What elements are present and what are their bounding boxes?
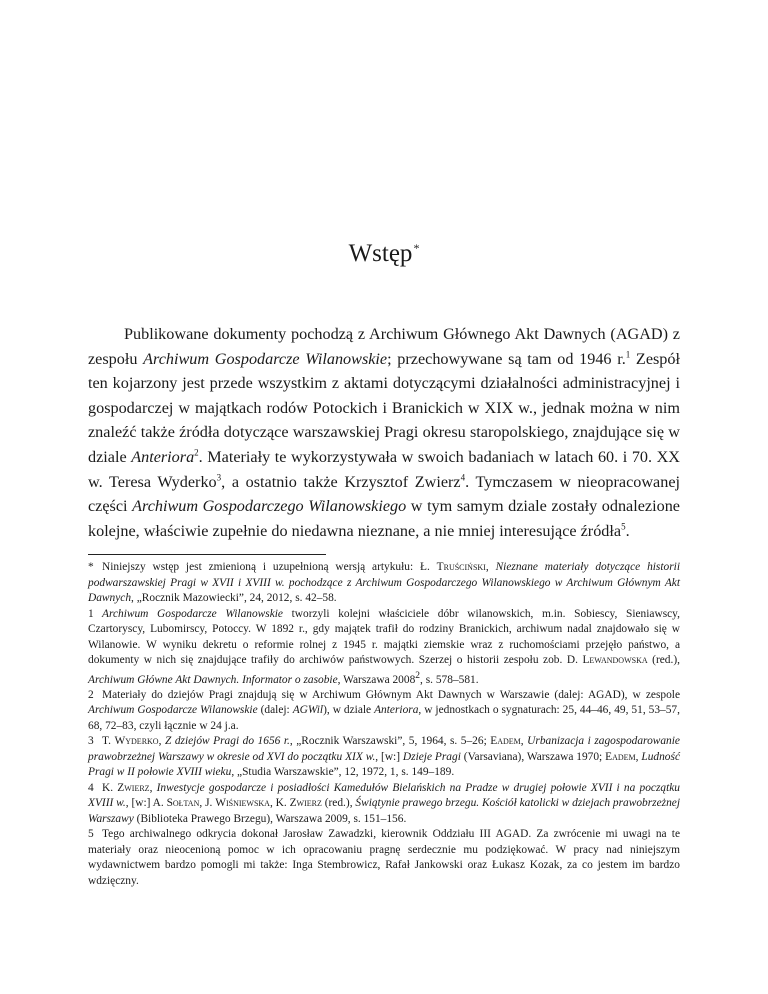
text-segment: ), w dziale <box>323 704 375 717</box>
text-segment: Świątynie prawego brzegu. Kościół katolicki w dziejach prawobrzeżnej Warszawy <box>88 797 681 825</box>
text-segment: (Varsaviana), Warszawa 1970; <box>460 750 606 763</box>
footnote-ref[interactable]: 5 <box>621 521 626 532</box>
author-name: Wyderko <box>114 735 159 748</box>
introduction-paragraph <box>88 322 680 543</box>
footnote-4 <box>88 781 680 828</box>
text-segment: , <box>520 735 528 748</box>
text-segment: , J. <box>199 797 216 810</box>
footnote-ref[interactable]: 1 <box>625 349 631 360</box>
footnote-5 <box>88 827 680 889</box>
footnote-star <box>88 560 680 607</box>
text-segment: Archiwum Gospodarcze Wilanowskie <box>88 704 258 717</box>
footnote-mark: * <box>88 561 94 573</box>
author-name: Wiśniewska <box>215 797 270 810</box>
text-segment: , [w:] <box>375 750 403 763</box>
page-title <box>0 240 768 268</box>
edition-superscript: 2 <box>415 670 421 681</box>
title-footnote-mark: * <box>413 240 420 255</box>
text-segment: (red.), <box>321 797 356 810</box>
author-name: Truściński <box>436 561 486 573</box>
text-segment: . Materiały te wykorzystywała w swoich badaniach w latach 60. i 70. XX w. Teresa Wyderko <box>88 447 680 491</box>
text-segment: , a ostatnio także Krzysztof Zwierz <box>221 472 461 491</box>
text-segment: Archiwum Główne Akt Dawnych. Informator o zasobie <box>88 673 338 686</box>
text-segment: AGWil <box>292 704 324 717</box>
text-segment: , K. <box>269 797 290 810</box>
text-segment: , „Rocznik Mazowiecki”, 24, 2012, s. 42–58. <box>131 592 337 604</box>
text-segment: Z dziejów Pragi do 1656 r. <box>164 735 290 748</box>
footnote-1 <box>88 607 680 688</box>
text-segment: , <box>635 750 642 763</box>
footnote-ref[interactable]: 3 <box>216 472 222 483</box>
text-segment: , <box>149 781 157 794</box>
footnote-mark: 1 <box>88 607 94 620</box>
text-segment: Anteriora <box>131 447 195 466</box>
text-segment: Inwestycje gospodarcze i posiadłości Kamedułów Bielańskich na Pradze w drugiej połowie XVII i na początku XVIII w. <box>88 781 680 810</box>
footnote-mark: 3 <box>88 735 94 748</box>
text-segment: Niniejszy wstęp jest zmienioną i uzupełnioną wersją artykułu: Ł. <box>102 561 437 573</box>
footnote-separator <box>88 554 326 555</box>
author-name: Eadem <box>605 750 636 763</box>
text-segment: (red.), <box>647 654 680 666</box>
author-name: Zwierz <box>117 781 150 794</box>
text-segment: . Tymczasem w nieopracowanej części <box>88 472 681 516</box>
text-segment: , <box>158 735 165 748</box>
title-text: Wstęp <box>348 240 413 267</box>
footnote-2 <box>88 688 680 735</box>
text-segment: . <box>625 521 630 540</box>
text-segment: Urbanizacja i zagospodarowanie prawobrzeżnej Warszawy w okresie od XVI do początku XIX w. <box>88 735 680 763</box>
text-segment: ; przechowywane są tam od 1946 r. <box>387 349 626 368</box>
text-segment: Anteriora <box>374 704 419 717</box>
author-name: Zwierz <box>289 797 322 810</box>
author-name: Sołtan <box>166 797 200 810</box>
text-segment: (dalej: <box>257 704 293 717</box>
text-segment: , <box>485 561 496 573</box>
text-segment: , „Rocznik Warszawski”, 5, 1964, s. 5–26; <box>289 735 491 748</box>
footnote-mark: 5 <box>88 828 94 841</box>
text-segment: Tego archiwalnego odkrycia dokonał Jarosław Zawadzki, kierownik Oddziału III AGAD. Za zwrócenie mi uwagi na te materiały oraz nieocenioną pomoc w ich opracowaniu pragnę serdecznie mu podziękować. W pracy nad niniejszym wydawnictwem bardzo pomogli mi także: Inga Stembrowicz, Rafał Jankowski oraz Łukasz Kozak, za co jestem im bardzo wdzięczny. <box>88 828 680 887</box>
text-segment: Publikowane dokumenty pochodzą z Archiwum Głównego Akt Dawnych (AGAD) z zespołu <box>88 325 680 368</box>
text-segment: (Biblioteka Prawego Brzegu), Warszawa 2009, s. 151–156. <box>133 812 407 825</box>
text-segment: Zespół ten kojarzony jest przede wszystkim z aktami dotyczącymi działalności administracyjnej i gospodarczej w majątkach rodów Potockich i Branickich w XIX w., jednak można w nim znaleźć także źródła dotyczące warszawskiej Pragi okresu staropolskiego, znajdujące się w dziale <box>88 349 680 466</box>
text-segment: w tym samym dziale zostały odnalezione kolejne, właściwie zupełnie do niedawna nieznane, a nie mniej interesujące źródła <box>88 497 680 540</box>
text-segment: , Warszawa 2008 <box>337 673 416 686</box>
author-name: Eadem <box>490 735 521 748</box>
text-segment: Materiały do dziejów Pragi znajdują się w Archiwum Głównym Akt Dawnych w Warszawie (dalej: AGAD), w zespole <box>102 688 680 701</box>
text-segment: Dzieje Pragi <box>402 750 461 763</box>
text-segment: , s. 578–581. <box>420 673 479 686</box>
footnotes-list <box>88 560 680 889</box>
text-segment: K. <box>102 781 118 794</box>
text-segment: Nieznane materiały dotyczące historii podwarszawskiej Pragi w XVII i XVIII w. pochodzące z Archiwum Gospodarczego Wilanowskiego w Archiwum Głównym Akt Dawnych <box>88 561 680 604</box>
footnote-ref[interactable]: 2 <box>194 447 199 458</box>
footnote-mark: 2 <box>88 688 94 701</box>
text-segment: , [w:] A. <box>125 797 167 810</box>
text-segment: Ludność Pragi w II połowie XVIII wieku <box>88 750 680 779</box>
footnote-3 <box>88 734 680 781</box>
author-name: Lewandowska <box>582 654 648 666</box>
text-segment: tworzyli kolejni właściciele dóbr wilanowskich, m.in. Sobiescy, Sieniawscy, Czartoryscy, Lubomirscy, Potoccy. W 1892 r., gdy majątek trafił do rodziny Branickich, archiwum nadal znajdowało się w Wilanowie. W wyniku dekretu o reformie rolnej z 1945 r. majątki ziemskie wraz z ruchomościami przejęło państwo, a dokumenty w nich się znajdujące trafiły do archiwów państwowych. Szerzej o historii zespołu zob. D. <box>88 607 680 666</box>
text-segment: Archiwum Gospodarcze Wilanowskie <box>143 349 388 368</box>
footnote-ref[interactable]: 4 <box>460 472 466 483</box>
footnote-mark: 4 <box>88 781 94 794</box>
text-segment: Archiwum Gospodarczego Wilanowskiego <box>132 497 407 516</box>
text-segment: T. <box>102 735 115 748</box>
text-segment: , w jednostkach o sygnaturach: 25, 44–46, 49, 51, 53–57, 68, 72–83, czyli łącznie w 24 j.a. <box>88 704 680 732</box>
text-segment: Archiwum Gospodarcze Wilanowskie <box>102 607 283 620</box>
text-segment: , „Studia Warszawskie”, 12, 1972, 1, s. 149–189. <box>231 766 455 779</box>
